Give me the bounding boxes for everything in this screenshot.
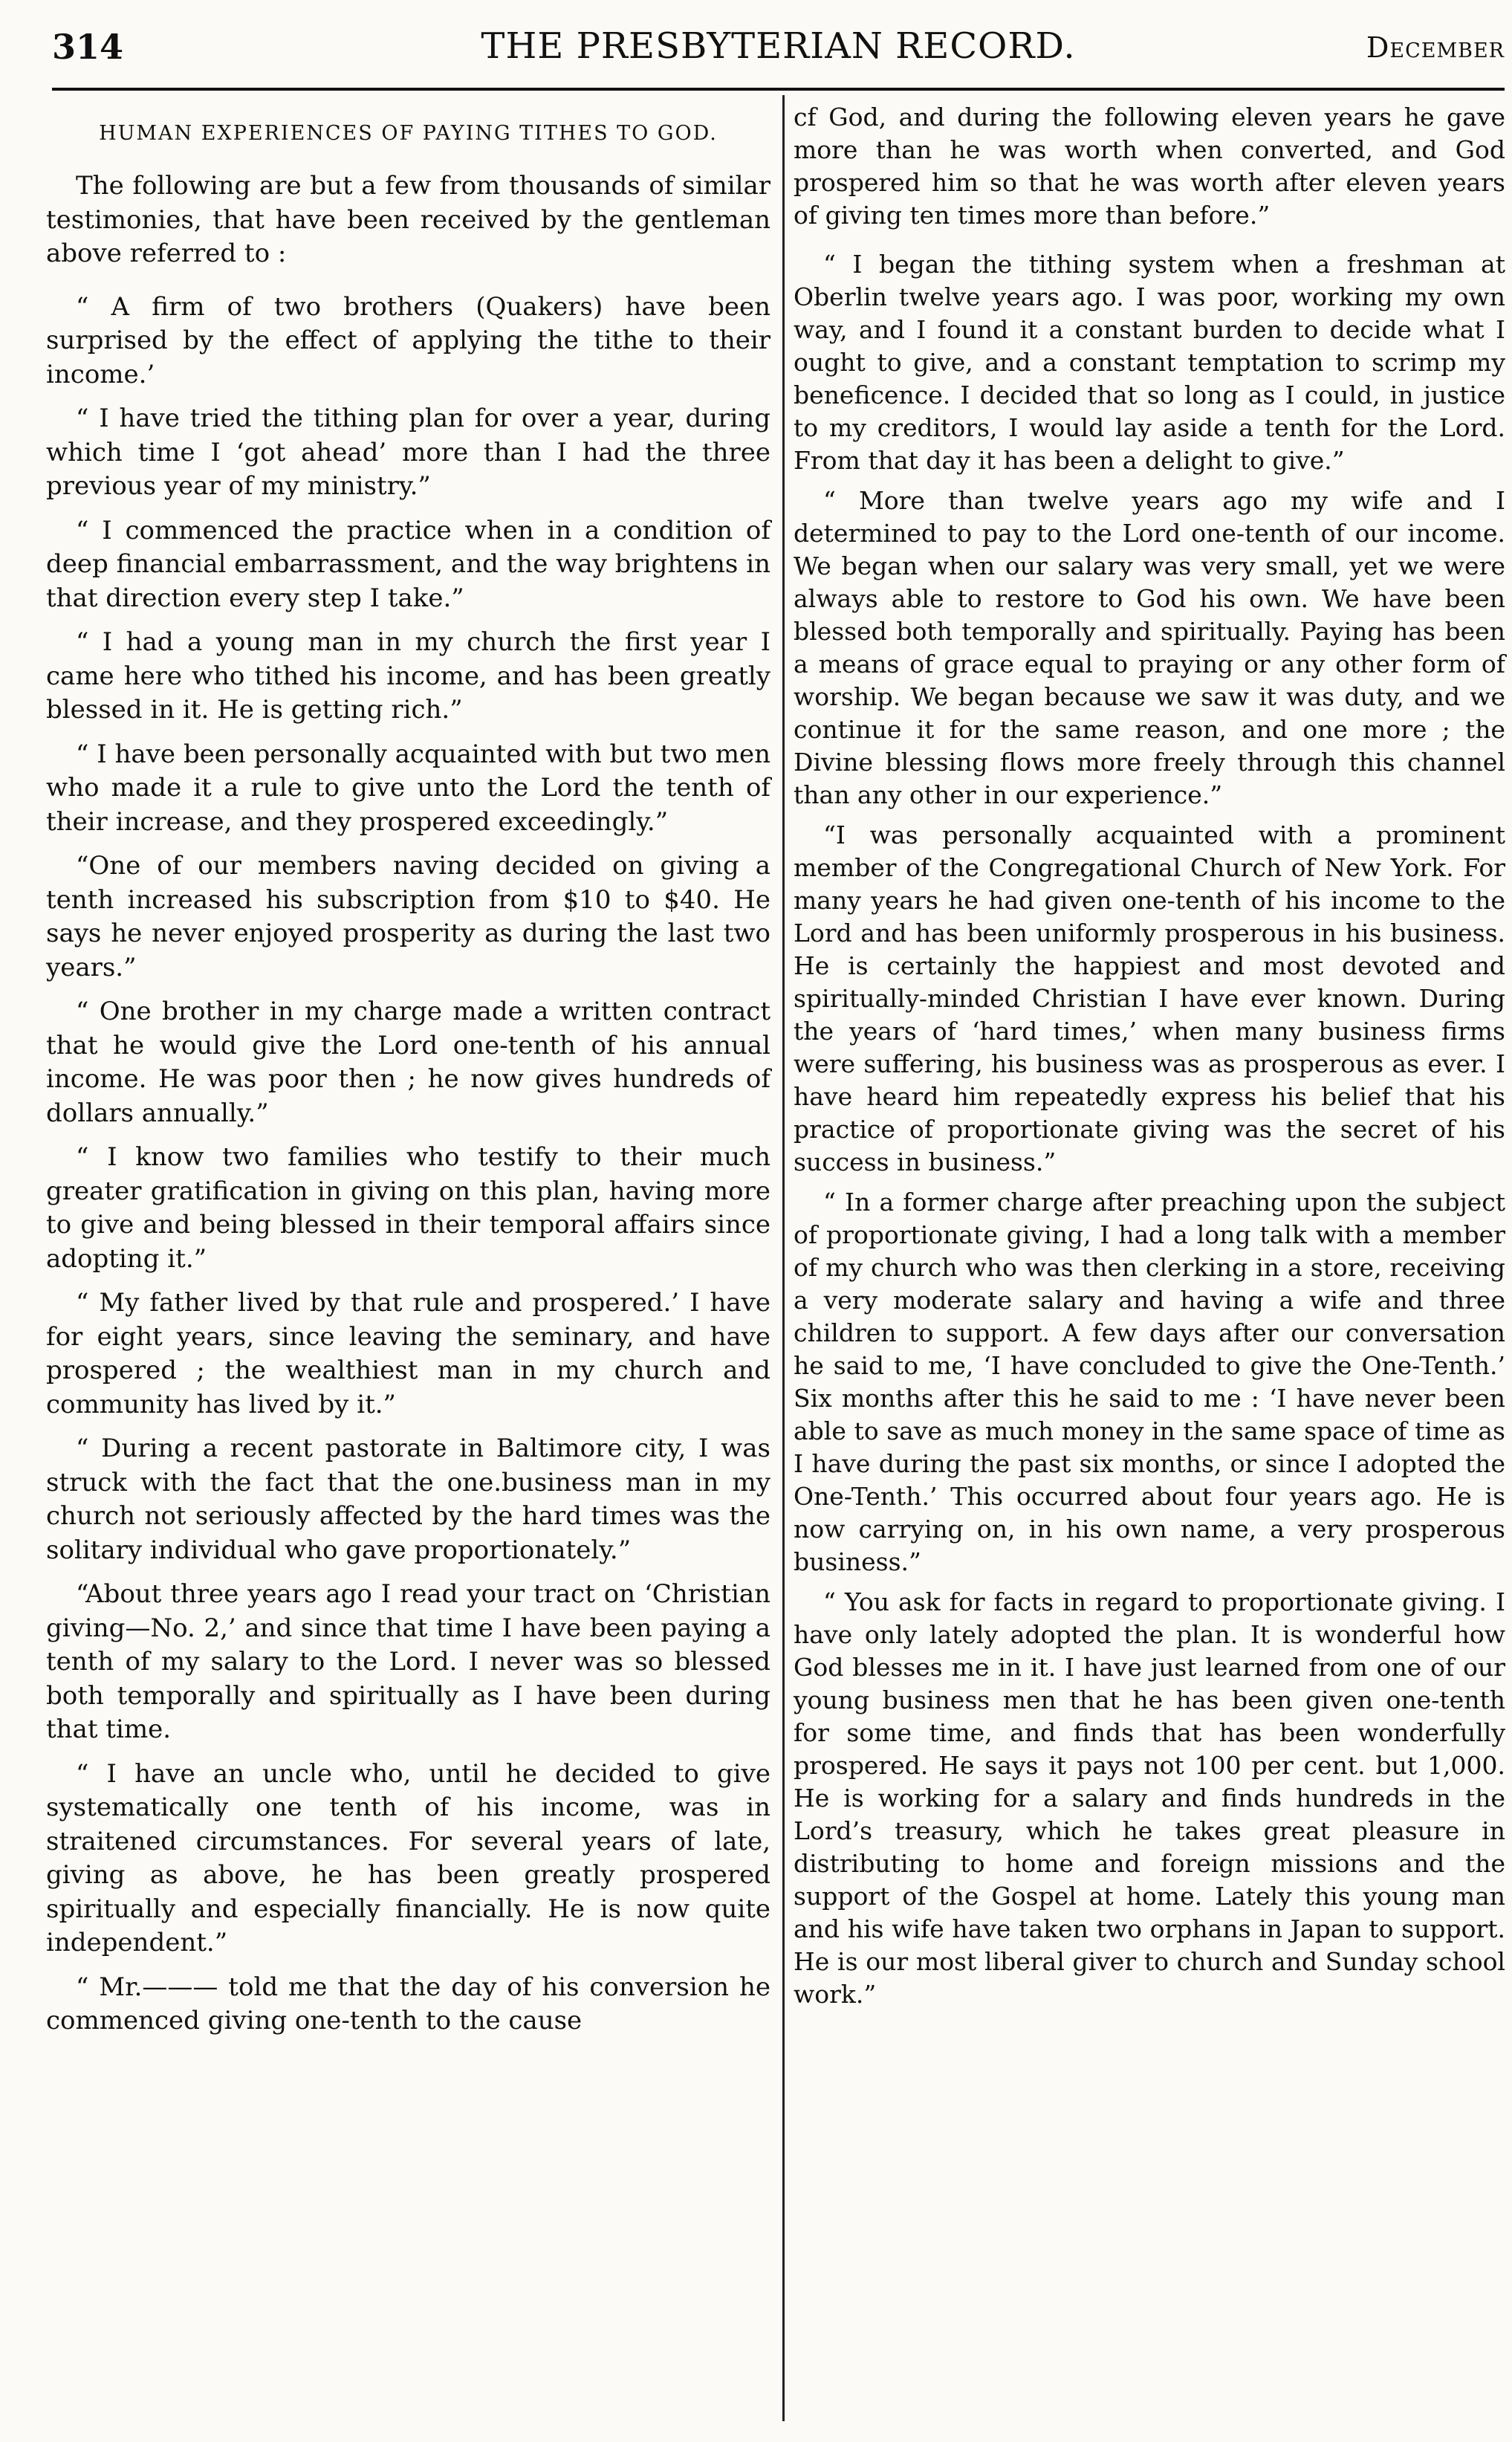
- testimony-paragraph: “ More than twelve years ago my wife and I determined to pay to the Lord one-tenth of our income. We began when our salary was very small, yet we were always able to restore to God his own. We have been blessed both temporally and spiritually. Paying has been a means of grace equal to praying or any other form of worship. We began because we saw it was duty, and we continue it for the same reason, and one more ; the Divine blessing flows more freely through this channel than any other in our experience.”: [794, 486, 1505, 809]
- testimony-paragraph: “ I have tried the tithing plan for over a year, during which time I ‘got ahead’ more than I had the three previous year of my ministry.”: [46, 404, 770, 501]
- testimony-paragraph: “ I have been personally acquainted with but two men who made it a rule to give unto the Lord the tenth of their increase, and they prospered exceedingly.”: [46, 739, 770, 837]
- testimony-paragraph: “ I commenced the practice when in a condition of deep financial embarrassment, and the way brightens in that direction every step I take.”: [46, 515, 770, 613]
- running-month: December: [1366, 31, 1505, 64]
- testimony-paragraph: “ You ask for facts in regard to proportionate giving. I have only lately adopted the plan. It is wonderful how God blesses me in it. I have just learned from one of our young business men that he has been given one-tenth for some time, and finds that has been wonderfully prospered. He says it pays not 100 per cent. but 1,000. He is working for a salary and finds hundreds in the Lord’s treasury, which he takes great pleasure in distributing to home and foreign missions and the support of the Gospel at home. Lately this young man and his wife have taken two orphans in Japan to support. He is our most liberal giver to church and Sunday school work.”: [794, 1587, 1505, 2009]
- testimony-paragraph: “ My father lived by that rule and prospered.’ I have for eight years, since leaving the seminary, and have prospered ; the wealthiest man in my church and community has lived by it.”: [46, 1288, 770, 1419]
- column-divider: [782, 95, 785, 2421]
- testimony-paragraph: “One of our members naving decided on giving a tenth increased his subscription from $10 to $40. He says he never enjoyed prosperity as during the last two years.”: [46, 851, 770, 982]
- testimony-paragraph: “About three years ago I read your tract on ‘Christian giving—No. 2,’ and since that time I have been paying a tenth of my salary to the Lord. I never was so blessed both temporally and spiritually as I have been during that time.: [46, 1579, 770, 1744]
- testimony-paragraph: “ Mr.——— told me that the day of his conversion he commenced giving one-tenth to the cause: [46, 1972, 770, 2035]
- testimony-paragraph: “ I began the tithing system when a freshman at Oberlin twelve years ago. I was poor, working my own way, and I found it a constant burden to decide what I ought to give, and a constant temptation to scrimp my beneficence. I decided that so long as I could, in justice to my creditors, I would lay aside a tenth for the Lord. From that day it has been a delight to give.”: [794, 250, 1505, 475]
- testimony-paragraph: “ A firm of two brothers (Quakers) have been surprised by the effect of applying the tithe to their income.’: [46, 291, 770, 389]
- testimony-paragraph: “ I had a young man in my church the first year I came here who tithed his income, and has been greatly blessed in it. He is getting rich.”: [46, 627, 770, 725]
- testimony-paragraph: “ In a former charge after preaching upon the subject of proportionate giving, I had a long talk with a member of my church who was then clerking in a store, receiving a very moderate salary and having a wife and three children to support. A few days after our conversation he said to me, ‘I have concluded to give the One-Tenth.’ Six months after this he said to me : ‘I have never been able to save as much money in the same space of time as I have during the past six months, or since I adopted the One-Tenth.’ This occurred about four years ago. He is now carrying on, in his own name, a very prosperous business.”: [794, 1188, 1505, 1576]
- continued-paragraph: cf God, and during the following eleven years he gave more than he was worth when converted, and God prospered him so that he was worth after eleven years of giving ten times more than before.”: [794, 103, 1505, 230]
- testimony-paragraph: “ I know two families who testify to their much greater gratification in giving on this plan, having more to give and being blessed in their temporal affairs since adopting it.”: [46, 1142, 770, 1274]
- testimony-paragraph: “I was personally acquainted with a prominent member of the Congregational Church of New York. For many years he had given one-tenth of his income to the Lord and has been uniformly prosperous in his business. He is certainly the happiest and most devoted and spiritually-minded Christian I have ever known. During the years of ‘hard times,’ when many business firms were suffering, his business was as prosperous as ever. I have heard him repeatedly express his belief that his practice of proportionate giving was the secret of his success in business.”: [794, 820, 1505, 1176]
- header-rule: [52, 88, 1505, 91]
- testimony-paragraph: “ One brother in my charge made a written contract that he would give the Lord one-tenth of his annual income. He was poor then ; he now gives hundreds of dollars annually.”: [46, 997, 770, 1128]
- intro-paragraph: The following are but a few from thousands of similar testimonies, that have been received by the gentleman above referred to :: [46, 171, 770, 268]
- running-header: [52, 21, 1505, 80]
- article-heading: HUMAN EXPERIENCES OF PAYING TITHES TO GOD.: [99, 122, 718, 145]
- right-column: [794, 101, 1505, 2018]
- running-title: THE PRESBYTERIAN RECORD.: [481, 25, 1076, 67]
- testimony-paragraph: “ During a recent pastorate in Baltimore city, I was struck with the fact that the one.business man in my church not seriously affected by the hard times was the solitary individual who gave proportionately.”: [46, 1434, 770, 1565]
- page-number: 314: [52, 27, 124, 67]
- left-column: [46, 119, 770, 2049]
- testimony-paragraph: “ I have an uncle who, until he decided to give systematically one tenth of his income, was in straitened circumstances. For several years of late, giving as above, he has been greatly prospered spiritually and especially financially. He is now quite independent.”: [46, 1758, 770, 1957]
